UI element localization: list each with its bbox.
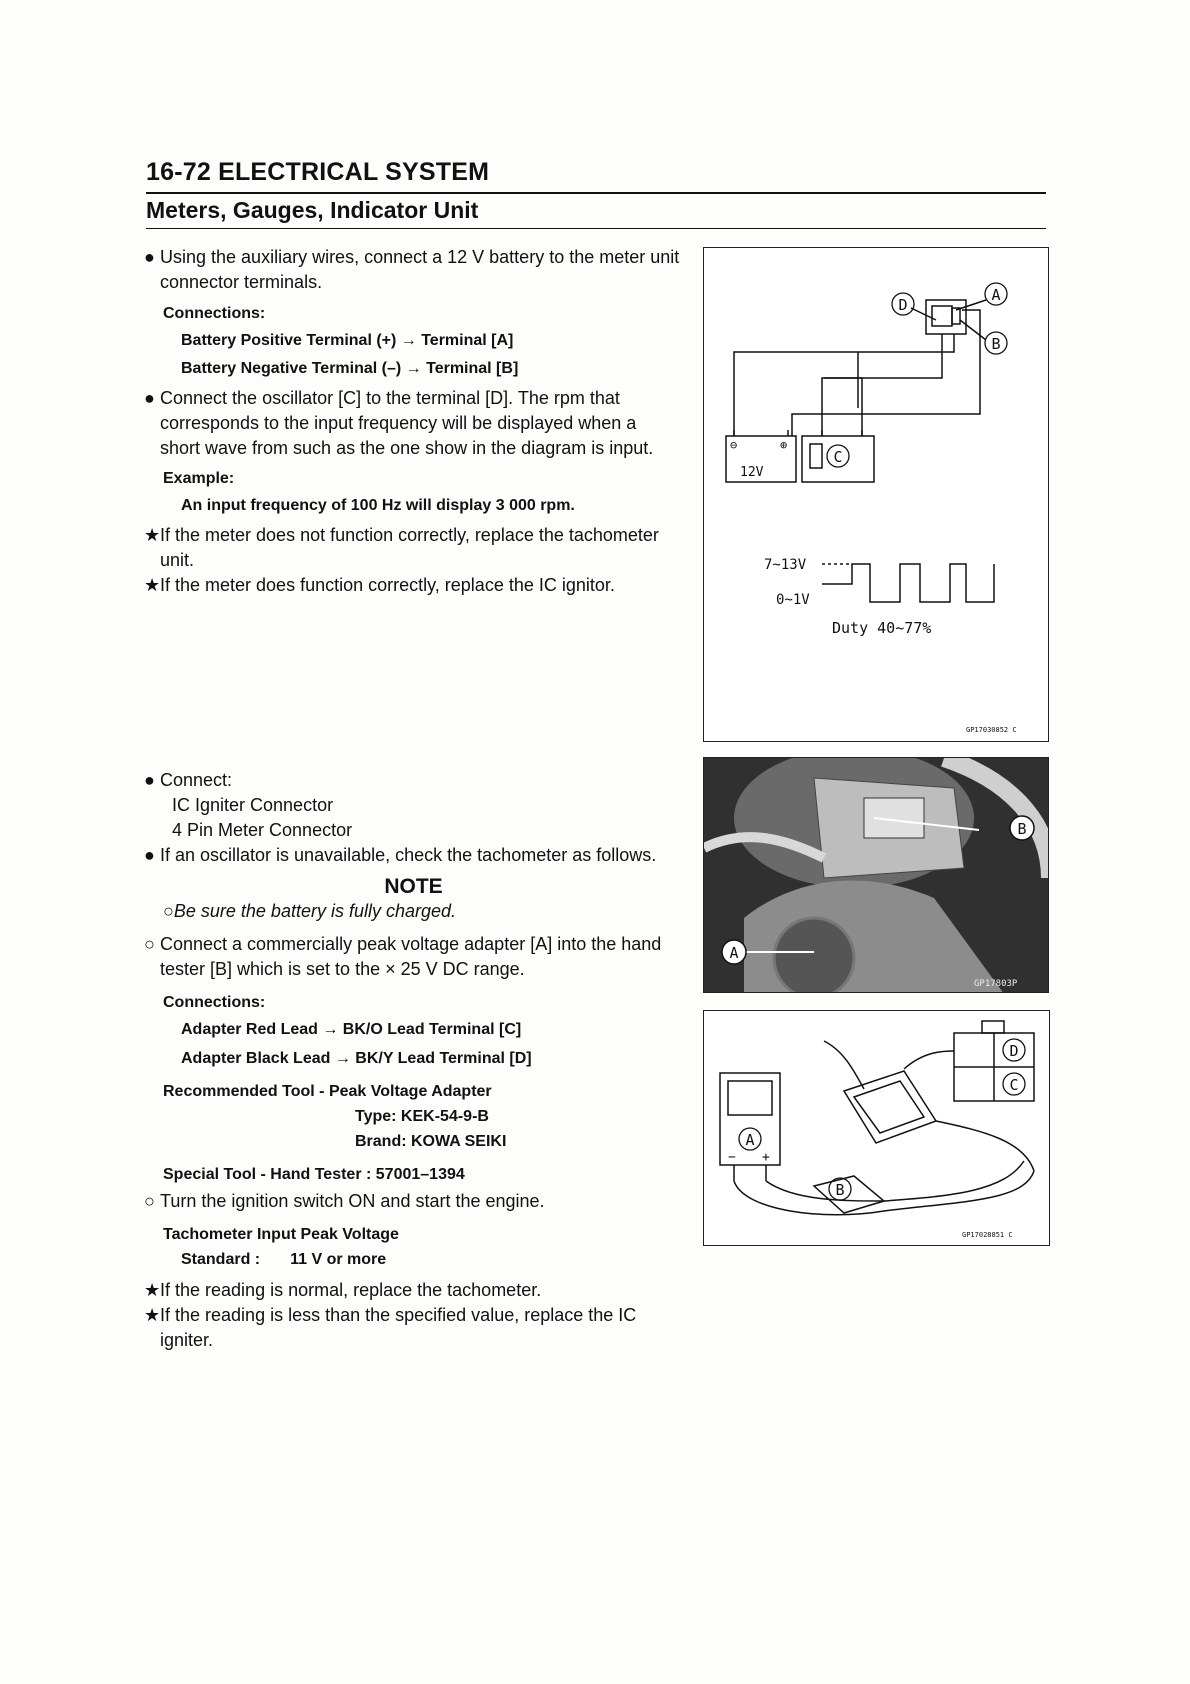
callout-c: C xyxy=(833,448,843,466)
star-icon: ★ xyxy=(144,575,161,595)
section-title: Meters, Gauges, Indicator Unit xyxy=(146,197,479,223)
connection-line: Adapter Black Lead → BK/Y Lead Terminal [D] xyxy=(181,1050,532,1067)
callout-a: A xyxy=(991,286,1001,304)
connections-label: Connections: xyxy=(163,305,266,322)
connection-line: Adapter Red Lead → BK/O Lead Terminal [C] xyxy=(181,1021,522,1038)
callout-a: A xyxy=(729,944,739,962)
instruction-text: Turn the ignition switch ON and start the engine. xyxy=(160,1191,545,1211)
wiring-diagram xyxy=(704,248,1047,740)
connection-line: Battery Positive Terminal (+) → Terminal [A] xyxy=(181,332,514,349)
recommended-tool: Recommended Tool - Peak Voltage Adapter xyxy=(163,1083,492,1100)
photo-illustration xyxy=(704,758,1049,993)
wave-low-label: 0~1V xyxy=(776,592,810,608)
battery-minus-icon: ⊖ xyxy=(730,438,738,452)
callout-d: D xyxy=(898,296,908,314)
star-icon: ★ xyxy=(144,525,161,545)
figure-code: GP17030852 C xyxy=(966,726,1017,734)
star-paragraph xyxy=(146,523,681,573)
standard-value: 11 V or more xyxy=(290,1251,387,1268)
instruction-text: If an oscillator is unavailable, check the tachometer as follows. xyxy=(160,845,657,865)
section-rule xyxy=(146,228,1046,229)
example-label: Example: xyxy=(163,470,235,487)
instruction-text: Connect the oscillator [C] to the terminal [D]. The rpm that corresponds to the input frequency will be displayed when a short wave from such as the one show in the diagram is input. xyxy=(160,388,654,458)
instruction-text: If the meter does not function correctly, replace the tachometer unit. xyxy=(160,525,659,570)
bullet-paragraph xyxy=(146,843,681,868)
star-paragraph xyxy=(146,573,681,598)
bullet-paragraph xyxy=(146,245,681,295)
standard-line xyxy=(146,1247,681,1272)
bullet-icon: ● xyxy=(144,845,155,865)
callout-c: C xyxy=(1009,1076,1019,1094)
bullet-icon: ● xyxy=(144,247,155,267)
page-title: 16-72 ELECTRICAL SYSTEM xyxy=(146,158,490,186)
standard-label: Standard : xyxy=(181,1251,261,1268)
star-paragraph xyxy=(146,1278,681,1303)
plus-icon: + xyxy=(762,1150,770,1165)
bullet-icon: ● xyxy=(144,388,155,408)
header-rule xyxy=(146,192,1046,194)
star-icon: ★ xyxy=(144,1305,161,1325)
instruction-text: Using the auxiliary wires, connect a 12 V battery to the meter unit connector terminals. xyxy=(160,247,680,292)
text-block-1 xyxy=(146,245,681,598)
special-tool: Special Tool - Hand Tester : 57001–1394 xyxy=(163,1166,465,1183)
instruction-text: If the reading is normal, replace the tachometer. xyxy=(160,1280,542,1300)
circle-paragraph xyxy=(146,1189,681,1214)
connection-line: Battery Negative Terminal (–) → Terminal [B] xyxy=(181,360,519,377)
text-block-2 xyxy=(146,768,681,1353)
circle-paragraph xyxy=(146,932,681,982)
pulse-waveform xyxy=(822,564,994,602)
wiring-diagram-figure xyxy=(703,247,1049,742)
callout-b: B xyxy=(1017,820,1027,838)
star-icon: ★ xyxy=(144,1280,161,1300)
instruction-text: If the reading is less than the specified value, replace the IC igniter. xyxy=(160,1305,637,1350)
wave-high-label: 7~13V xyxy=(764,557,807,573)
connections-label: Connections: xyxy=(163,994,266,1011)
instruction-text: Connect a commercially peak voltage adapter [A] into the hand tester [B] which is set to the × 25 V DC range. xyxy=(160,934,662,979)
callout-b: B xyxy=(835,1181,845,1199)
circle-bullet-icon: ○ xyxy=(144,934,155,954)
battery-label: 12V xyxy=(740,465,764,480)
example-text: An input frequency of 100 Hz will display 3 000 rpm. xyxy=(181,497,575,514)
callout-d: D xyxy=(1009,1042,1019,1060)
tester-diagram xyxy=(704,1011,1048,1244)
duty-label: Duty 40~77% xyxy=(832,619,932,637)
bullet-paragraph xyxy=(146,386,681,461)
note-text: ○Be sure the battery is fully charged. xyxy=(163,901,457,921)
callout-a: A xyxy=(745,1131,755,1149)
bullet-icon: ● xyxy=(144,770,155,790)
note-title: NOTE xyxy=(384,875,443,898)
star-paragraph xyxy=(146,1303,681,1353)
circle-bullet-icon: ○ xyxy=(163,901,174,921)
instruction-text: Connect: xyxy=(160,770,233,790)
connect-item: IC Igniter Connector xyxy=(172,795,334,815)
connect-item: 4 Pin Meter Connector xyxy=(172,820,353,840)
bullet-paragraph xyxy=(146,768,681,793)
battery-plus-icon: ⊕ xyxy=(780,438,788,452)
tester-diagram-figure xyxy=(703,1010,1050,1246)
tool-brand: Brand: KOWA SEIKI xyxy=(355,1133,507,1150)
instruction-text: If the meter does function correctly, replace the IC ignitor. xyxy=(160,575,615,595)
tool-type: Type: KEK-54-9-B xyxy=(355,1108,489,1125)
photo-figure xyxy=(703,757,1049,993)
minus-icon: − xyxy=(728,1150,736,1165)
figure-code: GP17028851 C xyxy=(962,1231,1013,1239)
circle-bullet-icon: ○ xyxy=(144,1191,155,1211)
figure-code: GP17803P xyxy=(974,979,1018,989)
callout-b: B xyxy=(991,335,1001,353)
tach-label: Tachometer Input Peak Voltage xyxy=(163,1226,399,1243)
